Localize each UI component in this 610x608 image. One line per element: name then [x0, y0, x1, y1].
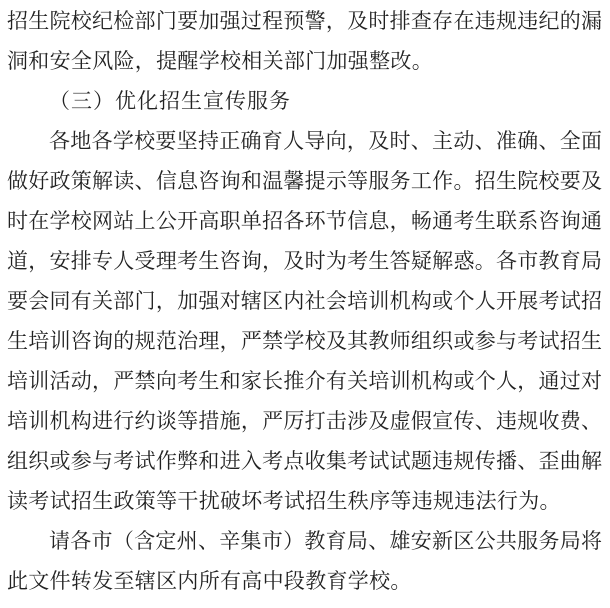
- text-line: 各地各学校要坚持正确育人导向，及时、主动、准确、全面: [49, 129, 602, 153]
- text-line: 要会同有关部门，加强对辖区内社会培训机构或个人开展考试招: [7, 289, 602, 313]
- text-line: 此文件转发至辖区内所有高中段教育学校。: [7, 569, 412, 593]
- text-line: 做好政策解读、信息咨询和温馨提示等服务工作。招生院校要及: [7, 169, 602, 193]
- text-line: 生培训咨询的规范治理，严禁学校及其教师组织或参与考试招生: [7, 329, 602, 353]
- text-line: 读考试招生政策等干扰破坏考试招生秩序等违规违法行为。: [7, 489, 561, 513]
- section-heading: （三）优化招生宣传服务: [49, 89, 291, 113]
- text-line: 招生院校纪检部门要加强过程预警，及时排查存在违规违纪的漏: [7, 9, 602, 33]
- text-line: 洞和安全风险，提醒学校相关部门加强整改。: [7, 49, 433, 73]
- text-line: 培训活动，严禁向考生和家长推介有关培训机构或个人，通过对: [7, 369, 602, 393]
- text-line: 组织或参与考试作弊和进入考点收集考试试题违规传播、歪曲解: [7, 449, 602, 473]
- text-line: 请各市（含定州、辛集市）教育局、雄安新区公共服务局将: [49, 529, 602, 553]
- text-line: 道，安排专人受理考生咨询，及时为考生答疑解惑。各市教育局: [7, 249, 602, 273]
- text-line: 时在学校网站上公开高职单招各环节信息，畅通考生联系咨询通: [7, 209, 602, 233]
- text-line: 培训机构进行约谈等措施，严厉打击涉及虚假宣传、违规收费、: [7, 409, 602, 433]
